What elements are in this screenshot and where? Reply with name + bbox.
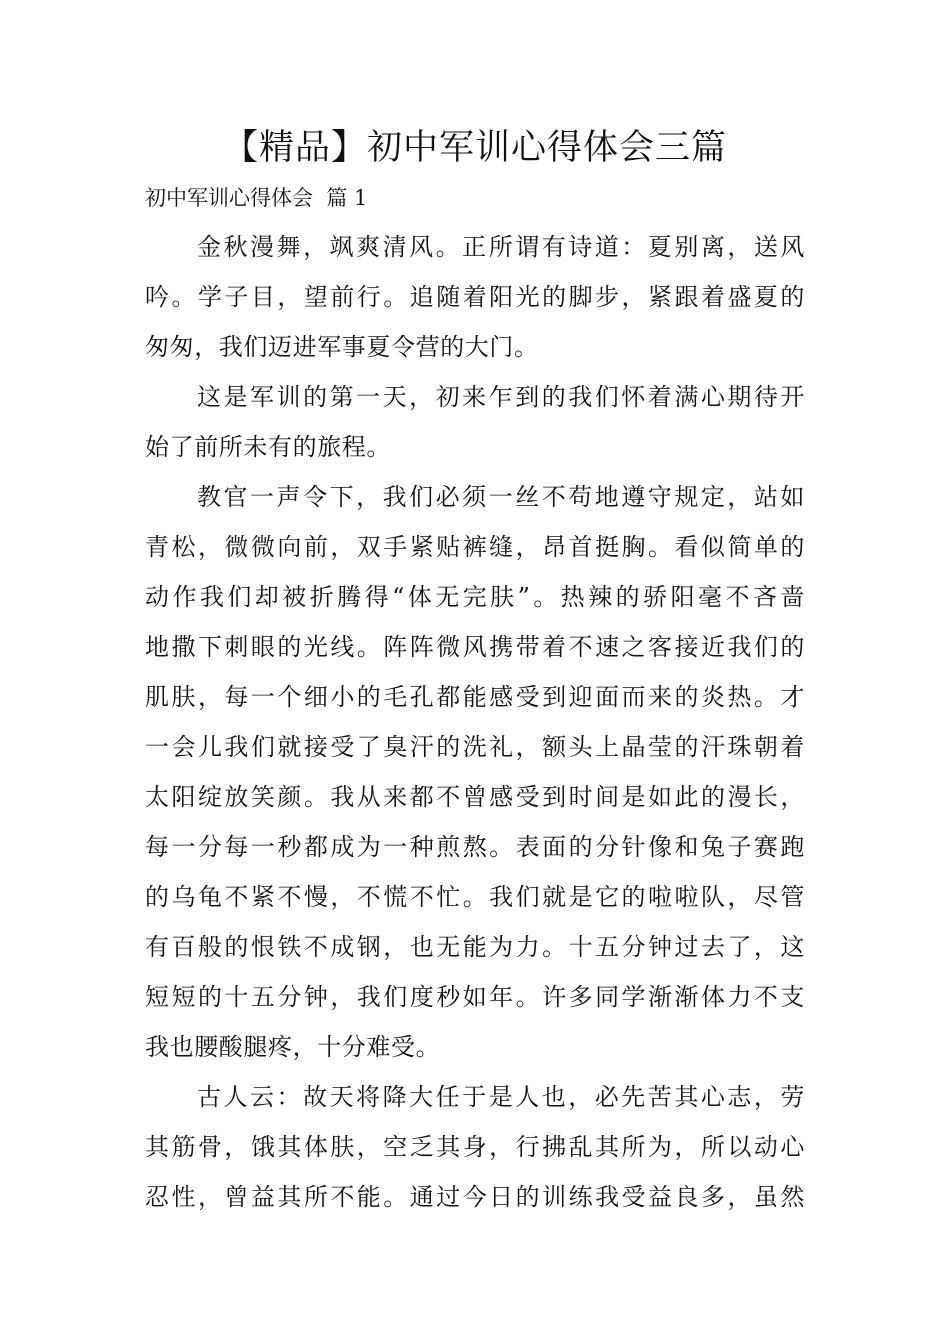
text-line: 吟。学子目，望前行。追随着阳光的脚步，紧跟着盛夏的 xyxy=(145,283,805,311)
text-line: 金秋漫舞，飒爽清风。正所谓有诗道：夏别离，送风 xyxy=(197,233,805,261)
text-line: 这是军训的第一天，初来乍到的我们怀着满心期待开 xyxy=(197,383,805,411)
text-line: 忍性，曾益其所不能。通过今日的训练我受益良多，虽然 xyxy=(145,1183,805,1211)
text-line: 短短的十五分钟，我们度秒如年。许多同学渐渐体力不支 xyxy=(145,983,805,1011)
text-line: 古人云：故天将降大任于是人也，必先苦其心志，劳 xyxy=(197,1083,805,1111)
paragraph xyxy=(145,227,805,377)
text-line: 地撒下刺眼的光线。阵阵微风携带着不速之客接近我们的 xyxy=(145,633,805,661)
text-line: 其筋骨，饿其体肤，空乏其身，行拂乱其所为，所以动心 xyxy=(145,1133,805,1161)
text-line: 太阳绽放笑颜。我从来都不曾感受到时间是如此的漫长， xyxy=(145,783,805,811)
text-line: 肌肤，每一个细小的毛孔都能感受到迎面而来的炎热。才 xyxy=(145,683,805,711)
document-body xyxy=(145,227,805,1227)
text-line: 教官一声令下，我们必须一丝不苟地遵守规定，站如 xyxy=(197,483,805,511)
document-title: 【精品】初中军训心得体会三篇 xyxy=(222,128,727,168)
section-heading: 初中军训心得体会 篇 1 xyxy=(145,186,368,210)
paragraph xyxy=(145,477,805,1077)
paragraph xyxy=(145,1077,805,1227)
text-line: 的乌龟不紧不慢，不慌不忙。我们就是它的啦啦队，尽管 xyxy=(145,883,805,911)
text-line: 我也腰酸腿疼，十分难受。 xyxy=(145,1033,441,1061)
text-line: 动作我们却被折腾得“体无完肤”。热辣的骄阳毫不吝啬 xyxy=(145,583,805,611)
text-line: 一会儿我们就接受了臭汗的洗礼，额头上晶莹的汗珠朝着 xyxy=(145,733,805,761)
text-line: 始了前所未有的旅程。 xyxy=(145,433,391,461)
text-line: 有百般的恨铁不成钢，也无能为力。十五分钟过去了，这 xyxy=(145,933,805,961)
paragraph xyxy=(145,377,805,477)
text-line: 匆匆，我们迈进军事夏令营的大门。 xyxy=(145,333,539,361)
text-line: 每一分每一秒都成为一种煎熬。表面的分针像和兔子赛跑 xyxy=(145,833,805,861)
text-line: 青松，微微向前，双手紧贴裤缝，昂首挺胸。看似简单的 xyxy=(145,533,805,561)
